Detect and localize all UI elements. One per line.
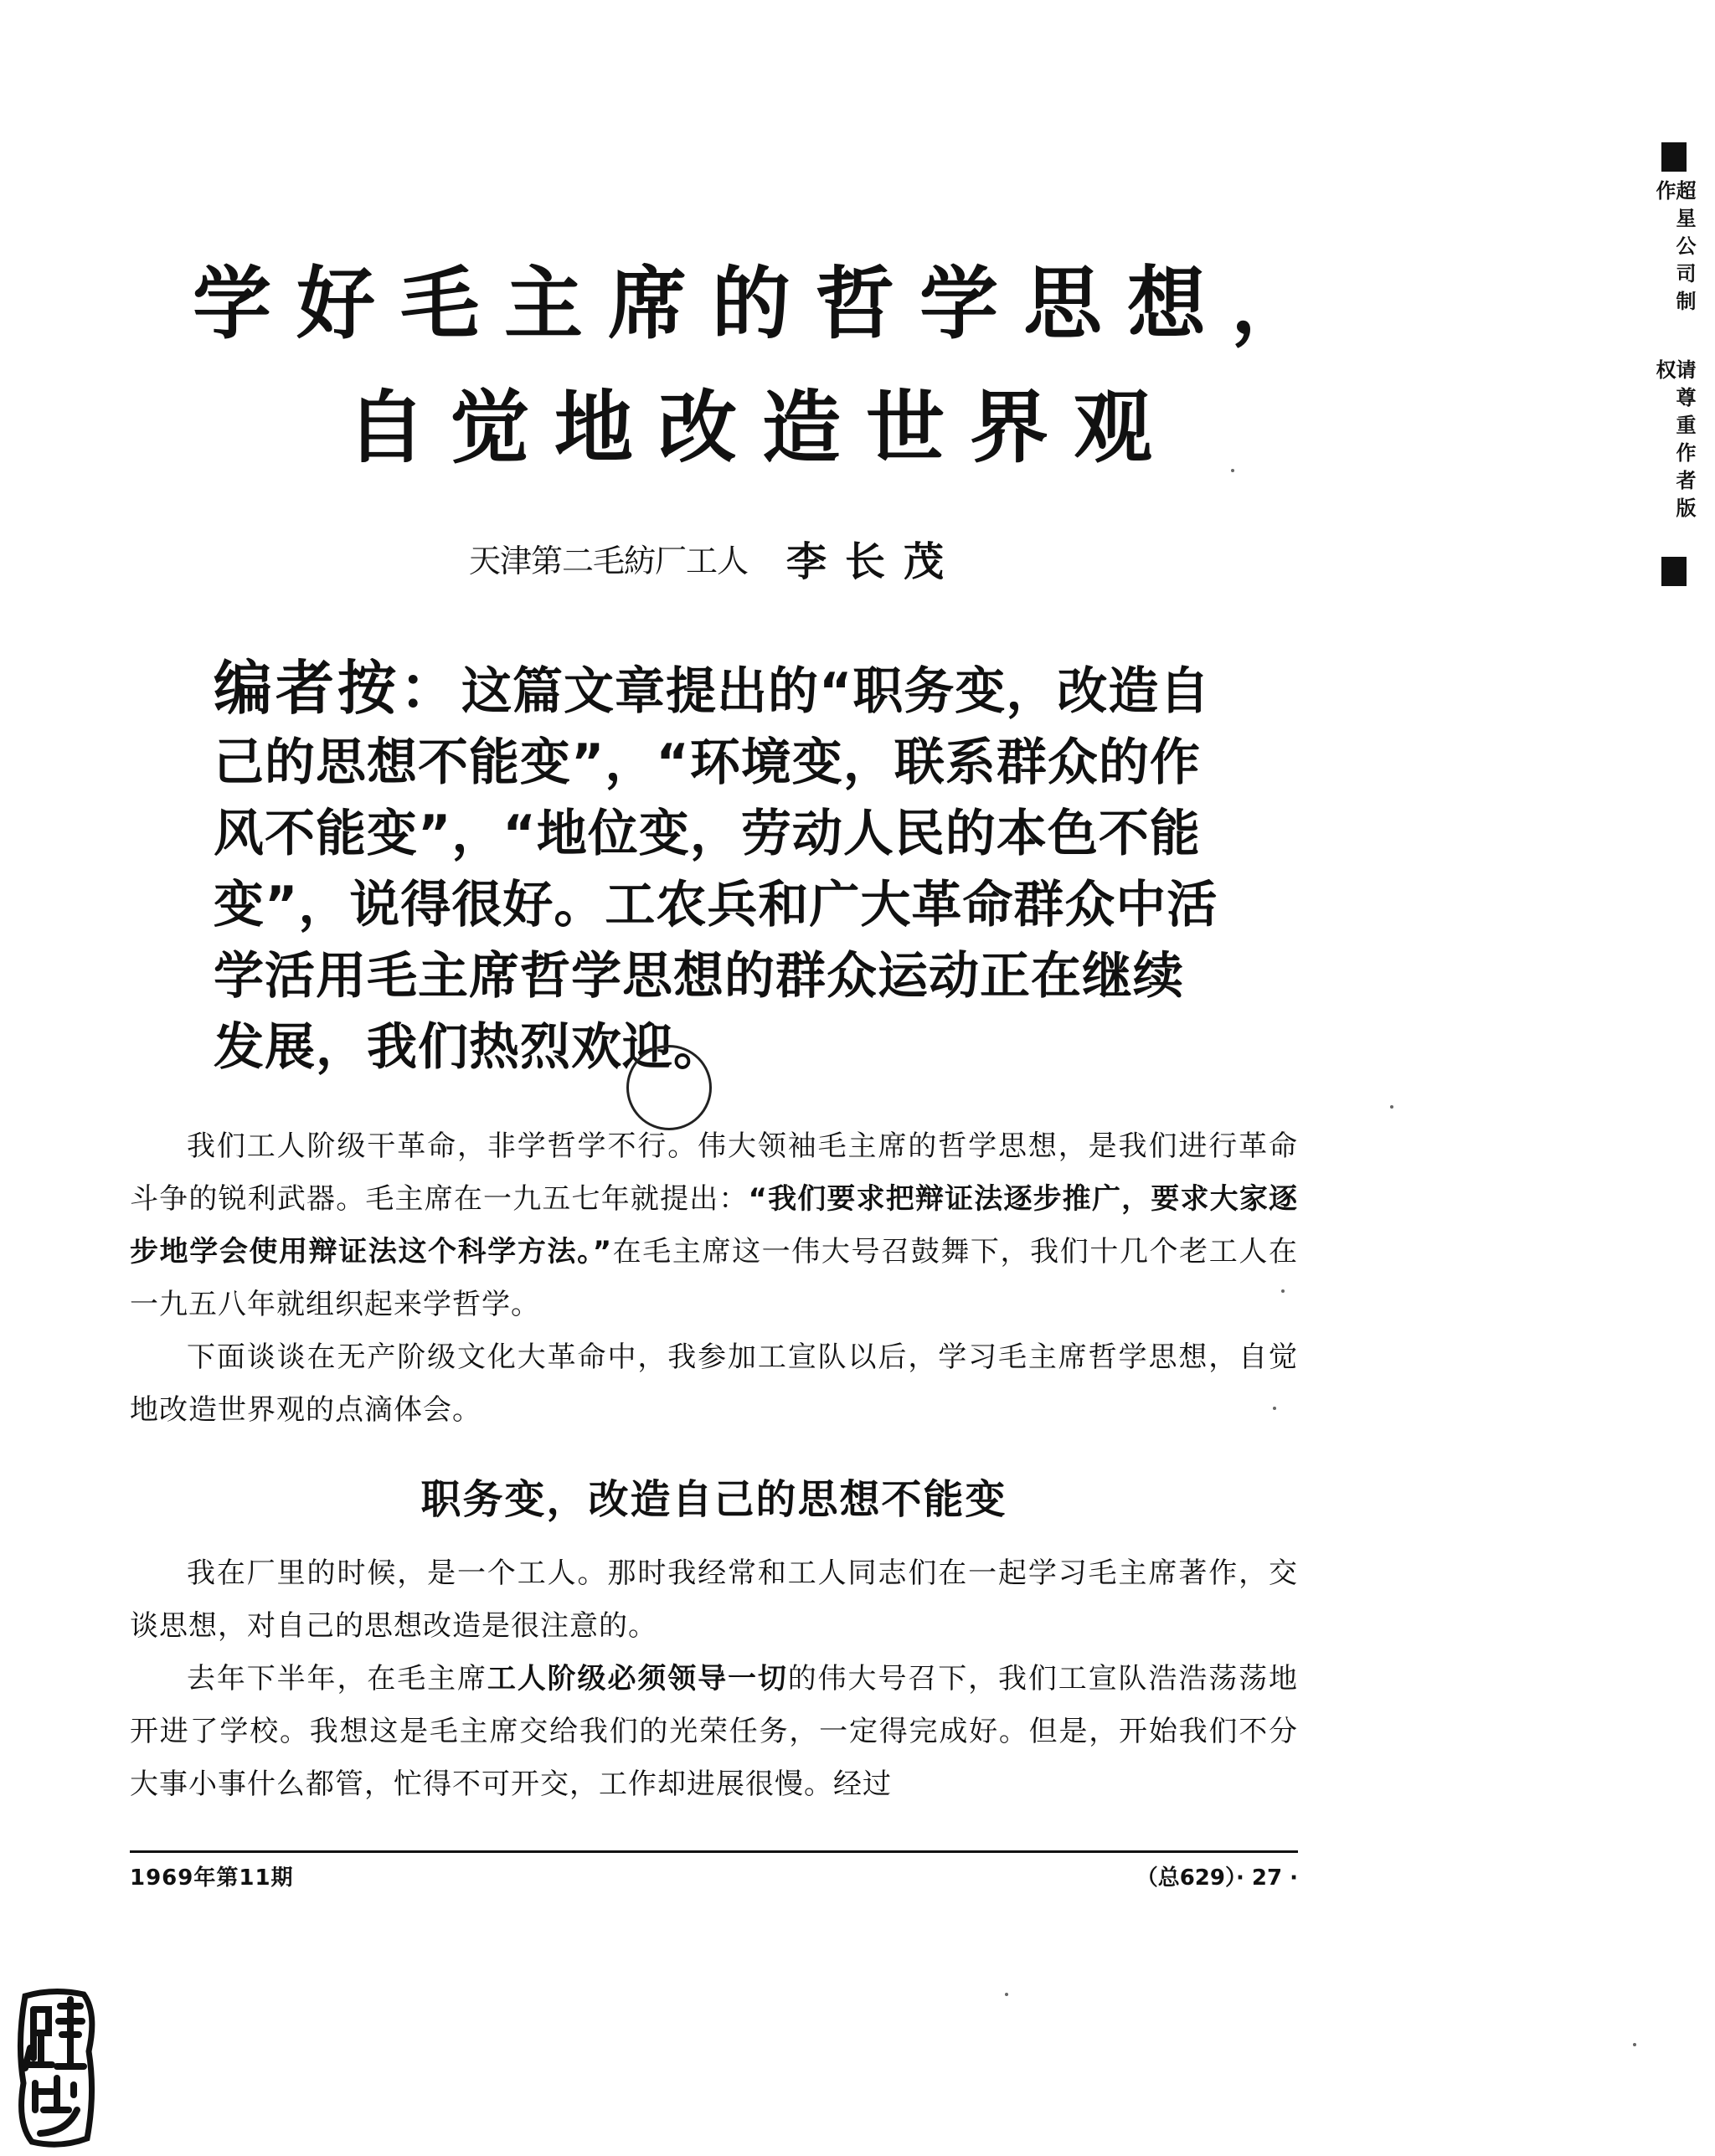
paragraph-4-text: 去年下半年，在毛主席 <box>187 1662 487 1695</box>
author-affiliation: 天津第二毛紡厂工人 <box>469 543 749 579</box>
footer-rule <box>130 1850 1298 1853</box>
page-number: （总629）· 27 · <box>1136 1865 1298 1891</box>
banner-text-top: 超星公司制作 <box>1652 180 1696 319</box>
paragraph-1 <box>130 1120 1298 1331</box>
banner-bar-top <box>1661 142 1687 172</box>
paragraph-1-text: 我们工人阶级干革命，非学哲学不行。伟大领袖毛主席的哲学思想，是我们进行革命斗争的锐利武器。毛主席在一九五七年就提出： <box>130 1129 1298 1216</box>
mao-quote-dialectics: “我们要求把辩证法逐步推广，要求大家逐步地学会使用辩证法这个科学方法。” <box>130 1182 1298 1268</box>
paragraph-1-text-cont: 在毛主席这一伟大号召鼓舞下，我们十几个老工人在一九五八年就组织起来学哲学。 <box>130 1235 1298 1321</box>
byline <box>469 529 962 596</box>
issue-label: 1969年第11期 <box>130 1865 294 1891</box>
editor-note <box>214 653 1227 1083</box>
paragraph-3: 我在厂里的时候，是一个工人。那时我经常和工人同志们在一起学习毛主席著作，交谈思想，对自己的思想改造是很注意的。 <box>130 1557 1298 1643</box>
section-heading: 职务变，改造自己的思想不能变 <box>420 1476 1007 1523</box>
banner-bar-bottom <box>1661 557 1687 586</box>
article-title <box>193 243 1336 491</box>
editor-note-text: 这篇文章提出的“职务变，改造自己的思想不能变”，“环境变，联系群众的作风不能变”，“地位变，劳动人民的本色不能变”，说得很好。工农兵和广大革命群众中活学活用毛主席哲学思想的群众运动正在继续发展，我们热烈欢迎。 <box>214 662 1218 1077</box>
paragraph-4-text-cont: 的伟大号召下，我们工宣队浩浩荡荡地开进了学校。我想这是毛主席交给我们的光荣任务，一定得完成好。但是，开始我们不分大事小事什么都管，忙得不可开交，工作却进展很慢。经过 <box>130 1662 1299 1801</box>
circle-mark <box>626 1045 712 1130</box>
seal-logo <box>10 1984 102 2152</box>
banner-text-bottom: 请尊重作者版权 <box>1652 358 1696 525</box>
author-name: 李长茂 <box>786 538 963 585</box>
paragraph-4 <box>130 1653 1298 1811</box>
paragraph-2: 下面谈谈在无产阶级文化大革命中，我参加工宣队以后，学习毛主席哲学思想，自觉地改造世界观的点滴体会。 <box>130 1340 1298 1427</box>
title-line-2: 自觉地改造世界观 <box>346 383 1177 474</box>
body-text-section <box>130 1547 1298 1811</box>
mao-quote-working-class: 工人阶级必须领导一切 <box>487 1662 788 1695</box>
body-text-intro <box>130 1120 1298 1437</box>
copyright-banner <box>1654 142 1694 586</box>
title-line-1: 学好毛主席的哲学思想， <box>193 259 1336 350</box>
editor-note-label: 编者按： <box>214 654 461 723</box>
